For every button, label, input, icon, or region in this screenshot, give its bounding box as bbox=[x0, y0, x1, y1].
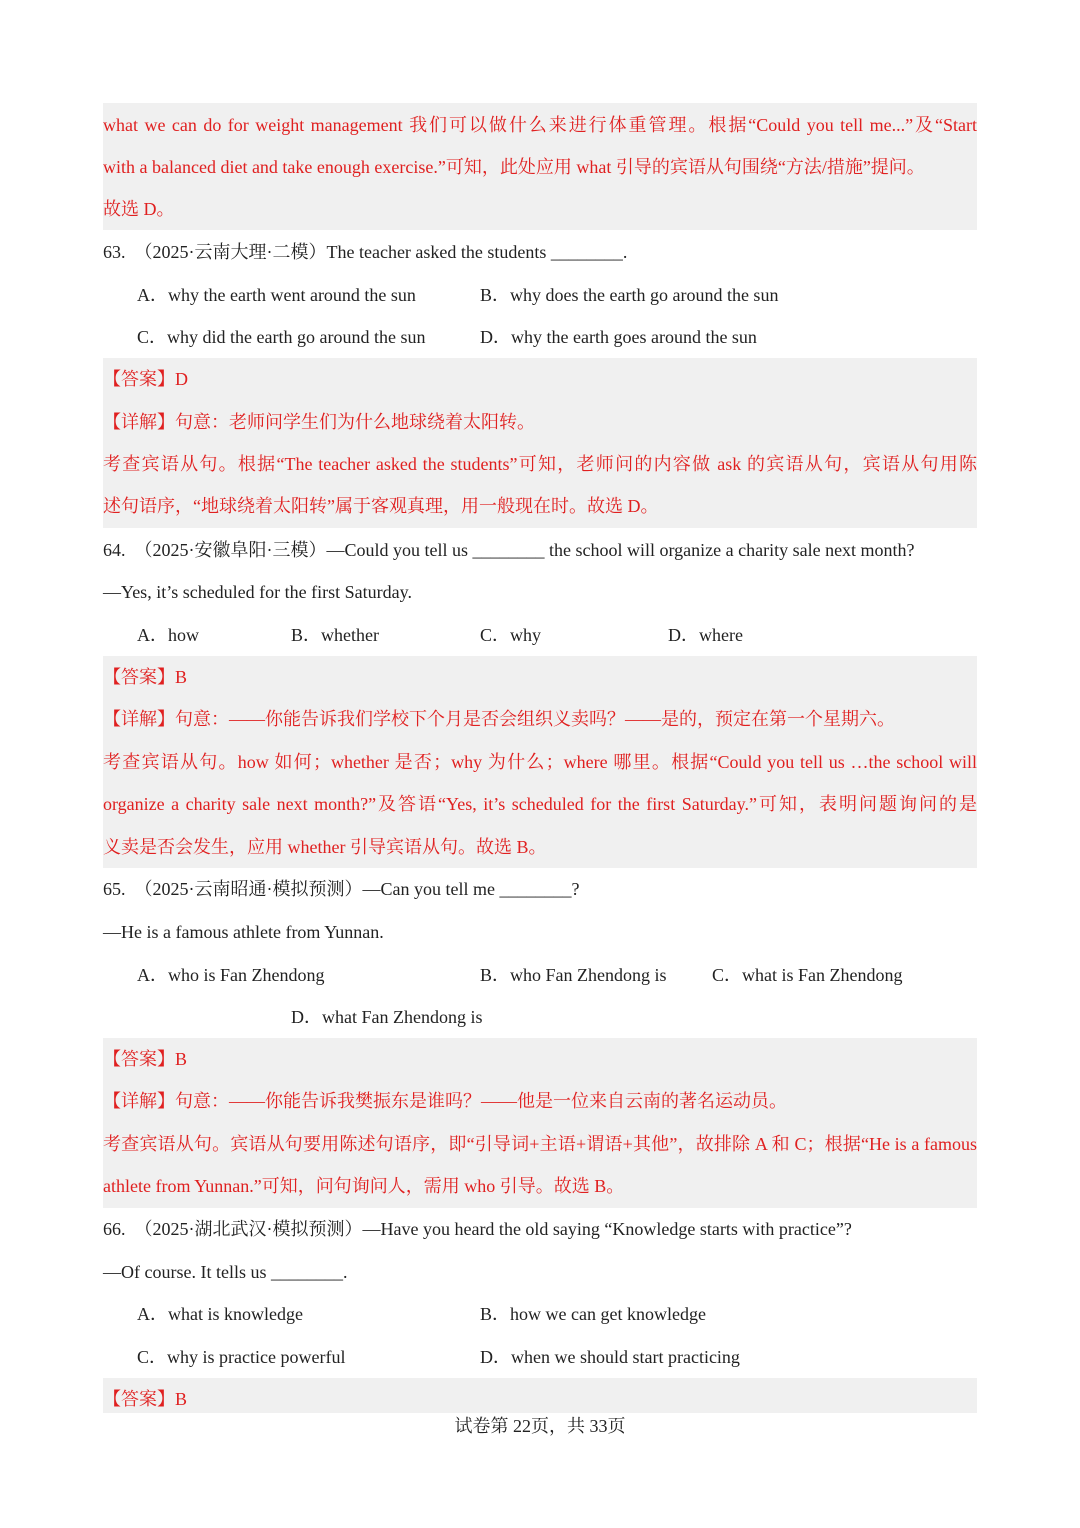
prev-explanation-line-2: with a balanced diet and take enough exercise.”可知，此处应用 what 引导的宾语从句围绕“方法/措施”提问。 bbox=[103, 157, 925, 177]
q63-option-a: A．why the earth went around the sun bbox=[137, 285, 416, 305]
q63-meaning: 【详解】句意：老师问学生们为什么地球绕着太阳转。 bbox=[103, 412, 535, 432]
q66-reply: —Of course. It tells us ________. bbox=[103, 1262, 348, 1282]
q63-explanation-line-1: 考查宾语从句。根据“The teacher asked the students”可知，老师问的内容做 ask 的宾语从句，宾语从句用陈 bbox=[103, 454, 977, 474]
q64-meaning: 【详解】句意：——你能告诉我们学校下个月是否会组织义卖吗？——是的，预定在第一个星期六。 bbox=[103, 709, 895, 729]
q65-option-b: B．who Fan Zhendong is bbox=[480, 965, 667, 985]
prev-explanation-line-3: 故选 D。 bbox=[103, 199, 175, 219]
q63-option-c: C．why did the earth go around the sun bbox=[137, 327, 426, 347]
q64-reply: —Yes, it’s scheduled for the first Saturday. bbox=[103, 582, 412, 602]
q65-reply: —He is a famous athlete from Yunnan. bbox=[103, 922, 384, 942]
q64-option-d: D．where bbox=[668, 625, 743, 645]
q64-explanation-line-2: organize a charity sale next month?”及答语“Yes, it’s scheduled for the first Saturday.”可知，表明问题询问的是 bbox=[103, 794, 977, 814]
q64-explanation-line-3: 义卖是否会发生，应用 whether 引导宾语从句。故选 B。 bbox=[103, 837, 547, 857]
q65-option-d: D．what Fan Zhendong is bbox=[291, 1007, 483, 1027]
q64-answer: 【答案】B bbox=[103, 667, 188, 687]
q66-option-a: A．what is knowledge bbox=[137, 1304, 303, 1324]
q66-option-b: B．how we can get knowledge bbox=[480, 1304, 706, 1324]
prev-explanation-line-1: what we can do for weight management 我们可以做什么来进行体重管理。根据“Could you tell me...”及“Start bbox=[103, 115, 977, 135]
q64-option-c: C．why bbox=[480, 625, 542, 645]
q66-answer: 【答案】B bbox=[103, 1389, 188, 1409]
q63-explanation-line-2: 述句语序，“地球绕着太阳转”属于客观真理，用一般现在时。故选 D。 bbox=[103, 496, 659, 516]
q66-option-c: C．why is practice powerful bbox=[137, 1347, 346, 1367]
q64-stem: 64. （2025·安徽阜阳·三模）—Could you tell us ________ the school will organize a charity sale next month? bbox=[103, 540, 915, 560]
q63-option-d: D．why the earth goes around the sun bbox=[480, 327, 757, 347]
q65-option-c: C．what is Fan Zhendong bbox=[712, 965, 903, 985]
q65-meaning: 【详解】句意：——你能告诉我樊振东是谁吗？——他是一位来自云南的著名运动员。 bbox=[103, 1091, 787, 1111]
q65-answer: 【答案】B bbox=[103, 1049, 188, 1069]
q65-stem: 65. （2025·云南昭通·模拟预测）—Can you tell me ________? bbox=[103, 879, 580, 899]
q63-option-b: B．why does the earth go around the sun bbox=[480, 285, 779, 305]
q63-answer: 【答案】D bbox=[103, 369, 188, 389]
q65-explanation-line-2: athlete from Yunnan.”可知，问句询问人，需用 who 引导。故选 B。 bbox=[103, 1176, 625, 1196]
q65-explanation-line-1: 考查宾语从句。宾语从句要用陈述句语序，即“引导词+主语+谓语+其他”，故排除 A 和 C；根据“He is a famous bbox=[103, 1134, 977, 1154]
q66-stem: 66. （2025·湖北武汉·模拟预测）—Have you heard the old saying “Knowledge starts with practice”? bbox=[103, 1219, 852, 1239]
q64-explanation-line-1: 考查宾语从句。how 如何；whether 是否；why 为什么；where 哪里。根据“Could you tell us …the school will bbox=[103, 752, 977, 772]
page-footer: 试卷第 22页，共 33页 bbox=[454, 1416, 626, 1436]
q65-option-a: A．who is Fan Zhendong bbox=[137, 965, 325, 985]
q64-option-a: A．how bbox=[137, 625, 199, 645]
q64-option-b: B．whether bbox=[291, 625, 379, 645]
q63-stem: 63. （2025·云南大理·二模）The teacher asked the students ________. bbox=[103, 242, 628, 262]
q66-option-d: D．when we should start practicing bbox=[480, 1347, 740, 1367]
